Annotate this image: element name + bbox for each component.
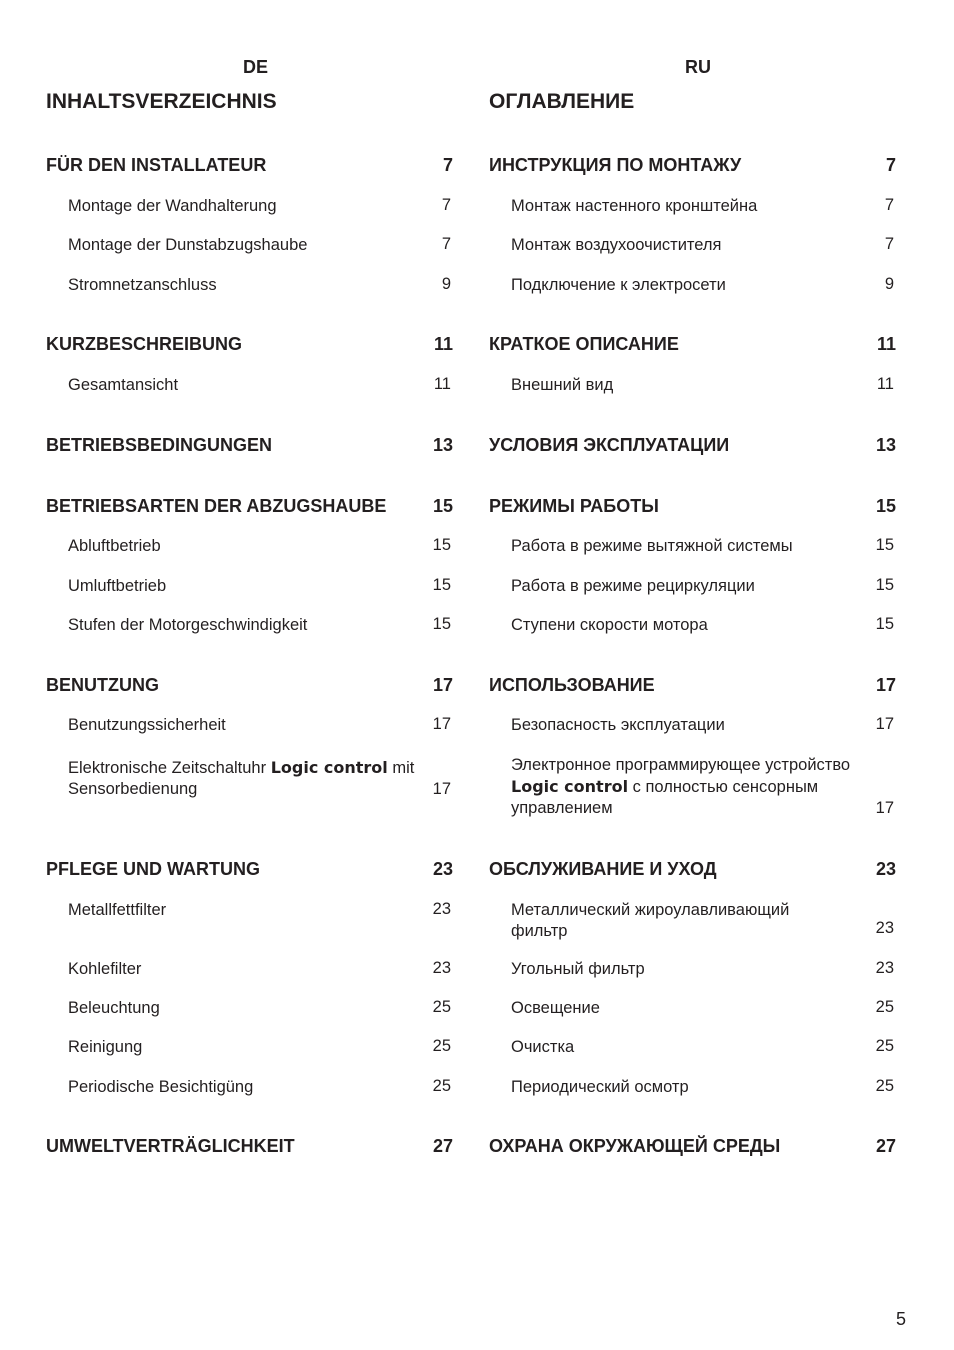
entry-label-text: mit Sensorbedienung: [68, 759, 415, 798]
section-title: BETRIEBSARTEN DER ABZUGSHAUBE: [46, 496, 387, 516]
entry-page: 15: [432, 576, 451, 594]
entry-page: 15: [432, 536, 451, 554]
language-label: RU: [685, 57, 711, 77]
entry-page: 23: [432, 900, 451, 918]
entry-page: 17: [875, 715, 894, 733]
brand-name: Logic control: [511, 777, 629, 796]
entry-label: [511, 755, 881, 819]
section-page: 23: [875, 859, 896, 879]
section-page: 15: [875, 496, 896, 516]
section-page: 17: [875, 675, 896, 695]
language-label: DE: [243, 57, 269, 77]
entry-label: Umluftbetrieb: [68, 577, 167, 595]
entry-label: Работа в режиме вытяжной системы: [511, 537, 793, 555]
section-page: 7: [885, 155, 896, 175]
section-page: 27: [432, 1136, 453, 1156]
entry-page: 15: [875, 536, 894, 554]
section-page: 13: [875, 435, 896, 455]
entry-label: Монтаж настенного кронштейна: [511, 197, 758, 215]
section-page: 27: [875, 1136, 896, 1156]
entry-page: 25: [875, 1077, 894, 1095]
entry-label: Безопасность эксплуатации: [511, 716, 725, 734]
entry-label: Освещение: [511, 999, 600, 1017]
entry-page: 7: [441, 196, 451, 214]
entry-page: 15: [875, 615, 894, 633]
entry-page: 23: [875, 959, 894, 977]
entry-page: 7: [884, 196, 894, 214]
entry-label: Очистка: [511, 1038, 575, 1056]
page-number: 5: [896, 1309, 907, 1329]
entry-page: 11: [876, 375, 894, 393]
entry-page: 25: [875, 998, 894, 1016]
entry-label: Ступени скорости мотора: [511, 616, 708, 634]
entry-label-text: с полностью сенсорным управлением: [511, 778, 819, 817]
entry-page: 17: [432, 715, 451, 733]
entry-page: 15: [875, 576, 894, 594]
entry-label: Работа в режиме рециркуляции: [511, 577, 755, 595]
entry-label: Внешний вид: [511, 376, 614, 394]
section-title: BENUTZUNG: [46, 675, 159, 695]
entry-label: Угольный фильтр: [511, 960, 645, 978]
entry-page: 25: [875, 1037, 894, 1055]
entry-label-text: Электронное программирующее устройство: [511, 756, 851, 774]
entry-label: Reinigung: [68, 1038, 143, 1056]
entry-label: [68, 757, 438, 800]
section-title: ИНСТРУКЦИЯ ПО МОНТАЖУ: [489, 155, 742, 175]
section-title: BETRIEBSBEDINGUNGEN: [46, 435, 273, 455]
entry-label: Металлический жироулавливающий фильтр: [511, 901, 790, 940]
section-page: 11: [876, 334, 896, 354]
entry-label: Metallfettfilter: [68, 901, 167, 919]
section-page: 17: [432, 675, 453, 695]
toc-title: ОГЛАВЛЕНИЕ: [489, 90, 635, 113]
section-page: 11: [433, 334, 453, 354]
entry-page: 7: [884, 235, 894, 253]
entry-label: Stromnetzanschluss: [68, 276, 217, 294]
entry-page: 23: [432, 959, 451, 977]
section-title: KURZBESCHREIBUNG: [46, 334, 243, 354]
section-page: 13: [432, 435, 453, 455]
entry-label: Stufen der Motorgeschwindigkeit: [68, 616, 308, 634]
entry-label-text: Elektronische Zeitschaltuhr: [68, 759, 271, 777]
entry-page: 11: [433, 375, 451, 393]
section-title: UMWELTVERTRÄGLICHKEIT: [46, 1136, 295, 1156]
section-title: КРАТКОЕ ОПИСАНИЕ: [489, 334, 679, 354]
section-title: PFLEGE UND WARTUNG: [46, 859, 260, 879]
section-page: 15: [432, 496, 453, 516]
entry-page: 25: [432, 1077, 451, 1095]
entry-page: 25: [432, 998, 451, 1016]
entry-label: Abluftbetrieb: [68, 537, 161, 555]
entry-page: 23: [875, 919, 894, 937]
entry-page: 15: [432, 615, 451, 633]
section-title: ОБСЛУЖИВАНИЕ И УХОД: [489, 859, 717, 879]
toc-title: INHALTSVERZEICHNIS: [46, 90, 277, 113]
entry-label: Gesamtansicht: [68, 376, 179, 394]
entry-label: Монтаж воздухоочистителя: [511, 236, 722, 254]
entry-label: Kohlefilter: [68, 960, 142, 978]
entry-label: Подключение к электросети: [511, 276, 726, 294]
entry-page: 17: [432, 780, 451, 798]
entry-page: 9: [441, 275, 451, 293]
entry-page: 17: [875, 799, 894, 817]
entry-label: Periodische Besichtigüng: [68, 1078, 254, 1096]
entry-label: Montage der Wandhalterung: [68, 197, 277, 215]
section-title: FÜR DEN INSTALLATEUR: [46, 155, 267, 175]
entry-label: Benutzungssicherheit: [68, 716, 226, 734]
entry-label: Beleuchtung: [68, 999, 160, 1017]
section-title: РЕЖИМЫ РАБОТЫ: [489, 496, 659, 516]
entry-label: Периодический осмотр: [511, 1078, 689, 1096]
entry-page: 9: [884, 275, 894, 293]
section-page: 7: [442, 155, 453, 175]
entry-label: Montage der Dunstabzugshaube: [68, 236, 308, 254]
section-page: 23: [432, 859, 453, 879]
section-title: ИСПОЛЬЗОВАНИЕ: [489, 675, 655, 695]
section-title: УСЛОВИЯ ЭКСПЛУАТАЦИИ: [489, 435, 730, 455]
section-title: ОХРАНА ОКРУЖАЮЩЕЙ СРЕДЫ: [489, 1136, 781, 1156]
entry-page: 25: [432, 1037, 451, 1055]
brand-name: Logic control: [270, 758, 388, 777]
entry-page: 7: [441, 235, 451, 253]
